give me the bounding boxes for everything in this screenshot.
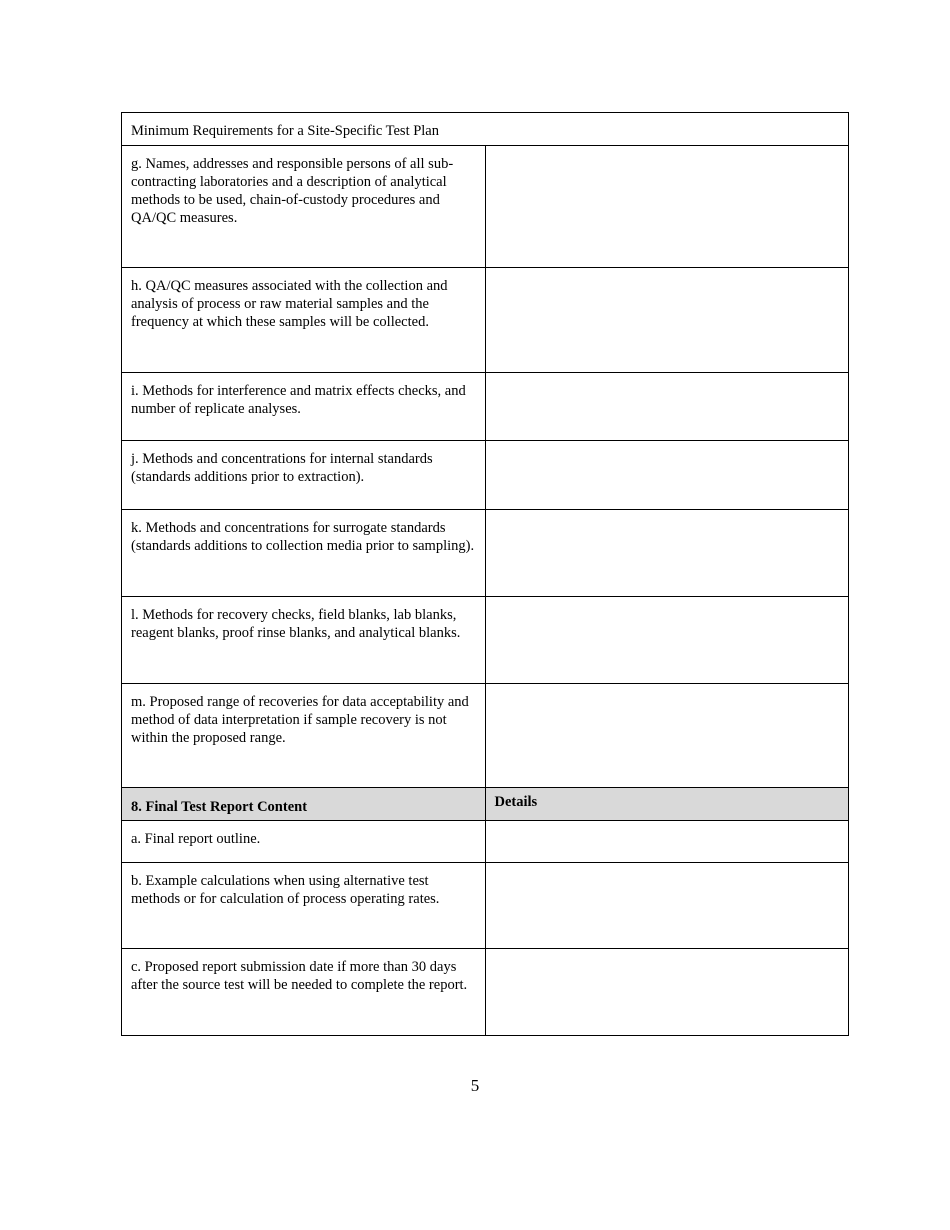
table-row bbox=[122, 863, 849, 949]
test-plan-table bbox=[121, 112, 849, 1036]
page-number: 5 bbox=[470, 1076, 480, 1095]
requirement-text: l. Methods for recovery checks, field blanks, lab blanks, reagent blanks, proof rinse blanks, and analytical blanks. bbox=[131, 607, 461, 641]
table-title-cell bbox=[122, 113, 849, 146]
table-row bbox=[122, 510, 849, 597]
section-heading-cell bbox=[122, 788, 486, 821]
details-cell bbox=[485, 863, 849, 949]
requirement-text: h. QA/QC measures associated with the collection and analysis of process or raw material samples and the frequency at which these samples will be collected. bbox=[131, 278, 448, 330]
requirement-cell bbox=[122, 146, 486, 268]
requirement-cell bbox=[122, 510, 486, 597]
table-row bbox=[122, 441, 849, 510]
details-cell bbox=[485, 597, 849, 684]
requirement-text: i. Methods for interference and matrix effects checks, and number of replicate analyses. bbox=[131, 383, 466, 417]
table-row bbox=[122, 597, 849, 684]
requirement-cell bbox=[122, 441, 486, 510]
requirement-text: b. Example calculations when using alternative test methods or for calculation of process operating rates. bbox=[131, 873, 440, 907]
table-row bbox=[122, 821, 849, 863]
table-title-row bbox=[122, 113, 849, 146]
requirement-text: k. Methods and concentrations for surrogate standards (standards additions to collection media prior to sampling). bbox=[131, 520, 475, 554]
details-cell bbox=[485, 146, 849, 268]
table-row bbox=[122, 949, 849, 1036]
requirement-cell bbox=[122, 821, 486, 863]
requirement-text: m. Proposed range of recoveries for data acceptability and method of data interpretation if sample recovery is not within the proposed range. bbox=[131, 694, 469, 746]
details-cell bbox=[485, 821, 849, 863]
requirement-cell bbox=[122, 268, 486, 373]
details-heading-cell bbox=[485, 788, 849, 821]
requirement-cell bbox=[122, 597, 486, 684]
requirement-text: a. Final report outline. bbox=[131, 831, 261, 847]
section-heading: 8. Final Test Report Content bbox=[131, 799, 308, 815]
requirement-text: c. Proposed report submission date if more than 30 days after the source test will be needed to complete the report. bbox=[131, 959, 468, 993]
details-cell bbox=[485, 441, 849, 510]
requirement-text: g. Names, addresses and responsible persons of all sub-contracting laboratories and a description of analytical methods to be used, chain-of-custody procedures and QA/QC measures. bbox=[131, 156, 454, 226]
requirement-cell bbox=[122, 373, 486, 441]
table-row bbox=[122, 146, 849, 268]
details-cell bbox=[485, 949, 849, 1036]
requirement-text: j. Methods and concentrations for internal standards (standards additions prior to extraction). bbox=[131, 451, 433, 485]
requirement-cell bbox=[122, 684, 486, 788]
table-row bbox=[122, 268, 849, 373]
details-heading: Details bbox=[494, 794, 538, 810]
section-header-row bbox=[122, 788, 849, 821]
details-cell bbox=[485, 510, 849, 597]
requirement-cell bbox=[122, 949, 486, 1036]
requirement-cell bbox=[122, 863, 486, 949]
table-row bbox=[122, 373, 849, 441]
details-cell bbox=[485, 373, 849, 441]
details-cell bbox=[485, 268, 849, 373]
table-row bbox=[122, 684, 849, 788]
table-title: Minimum Requirements for a Site-Specific Test Plan bbox=[131, 123, 439, 139]
details-cell bbox=[485, 684, 849, 788]
